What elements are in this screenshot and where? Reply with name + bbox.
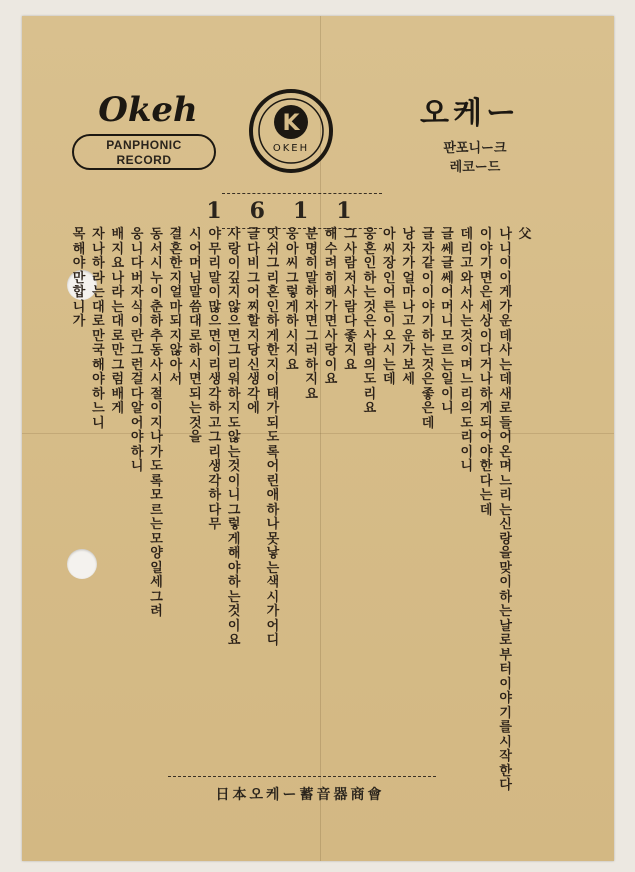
catalog-number: 1611 bbox=[206, 198, 380, 224]
okeh-korean-title: 오케ー bbox=[420, 96, 520, 131]
logo-text: OKEH bbox=[272, 143, 310, 154]
footer-rule bbox=[168, 776, 436, 777]
company-footer: 日本오케ー蓄音器商會 bbox=[215, 787, 385, 803]
lyric-column: 야무리말이많으면이리생각하고그리생각하다무 bbox=[208, 227, 222, 532]
logo-letter: K bbox=[282, 111, 300, 136]
lyric-column: 아씨장인어른이오시는데 bbox=[382, 227, 396, 387]
lyric-column: 나니이이게가운데사는데새로들어온며느리는신랑을맞이하는날로부터이야기를시작한다 bbox=[499, 227, 512, 793]
record-korean-label bbox=[425, 139, 525, 179]
lyric-column: 목해야만합니가 bbox=[72, 227, 86, 329]
lyric-column: 데리고와서사는것이며느리의도리이니 bbox=[460, 227, 474, 474]
lyric-column: 결혼한지얼마되지않아서 bbox=[169, 227, 183, 387]
lyric-column: 자나하라는대로만국해야하느니 bbox=[92, 227, 105, 431]
lyric-column: 분명히말하자면그러하지요 bbox=[305, 227, 318, 402]
lyric-column: 글자같이이야기하는것은좋은데 bbox=[421, 227, 435, 431]
lyric-column: 이야기면은세상이다거나하게되어야한다는데 bbox=[479, 227, 493, 518]
lyric-column: 시어머님말씀대로하시면되는것을 bbox=[189, 227, 202, 445]
lyric-column: 해수려히해가면사랑이요 bbox=[324, 227, 338, 387]
lyric-column: 父 bbox=[518, 227, 532, 242]
lyric-column: 웅니다버자식이란그런걸다알어야하니 bbox=[130, 227, 144, 474]
okeh-wordmark: Okeh bbox=[98, 90, 198, 130]
top-rule bbox=[222, 193, 382, 194]
record-korean-line-2: 레코ー드 bbox=[449, 160, 501, 175]
lyric-column: 사랑이깊지않으면그리워하지도않는것이니그렇게해야하는것이요 bbox=[227, 227, 241, 648]
record-text: RECORD bbox=[116, 153, 172, 167]
okeh-k-logo-icon bbox=[248, 88, 334, 174]
lyrics-columns bbox=[72, 227, 532, 793]
panphonic-record-badge bbox=[72, 134, 216, 170]
record-korean-line-1: 판포니ー크 bbox=[443, 141, 507, 156]
panphonic-text: PANPHONIC bbox=[106, 138, 182, 152]
lyric-column: 글쎄글쎄어머니모르는일이니 bbox=[441, 227, 454, 416]
lyric-column: 낭자가얼마나고운가보세 bbox=[402, 227, 415, 387]
lyric-column: 잇쉬그리혼인하게한지이태가되도록어린애하나못낳는색시가어디 bbox=[266, 227, 280, 648]
lyric-column: 글다비그어찌할지당신생각에 bbox=[247, 227, 260, 416]
lyric-column: 웅아씨그렇게하시지요 bbox=[286, 227, 299, 373]
lyric-column: 그사람저사람다좋지요 bbox=[344, 227, 357, 373]
lyric-column: 웅혼인하는것은사람의도리요 bbox=[363, 227, 377, 416]
lyric-column: 동서시누이춘하추동사시절이지나가도록모르는모양일세그려 bbox=[150, 227, 163, 619]
lyric-column: 배지요나라는대로만그럼배게 bbox=[111, 227, 125, 416]
